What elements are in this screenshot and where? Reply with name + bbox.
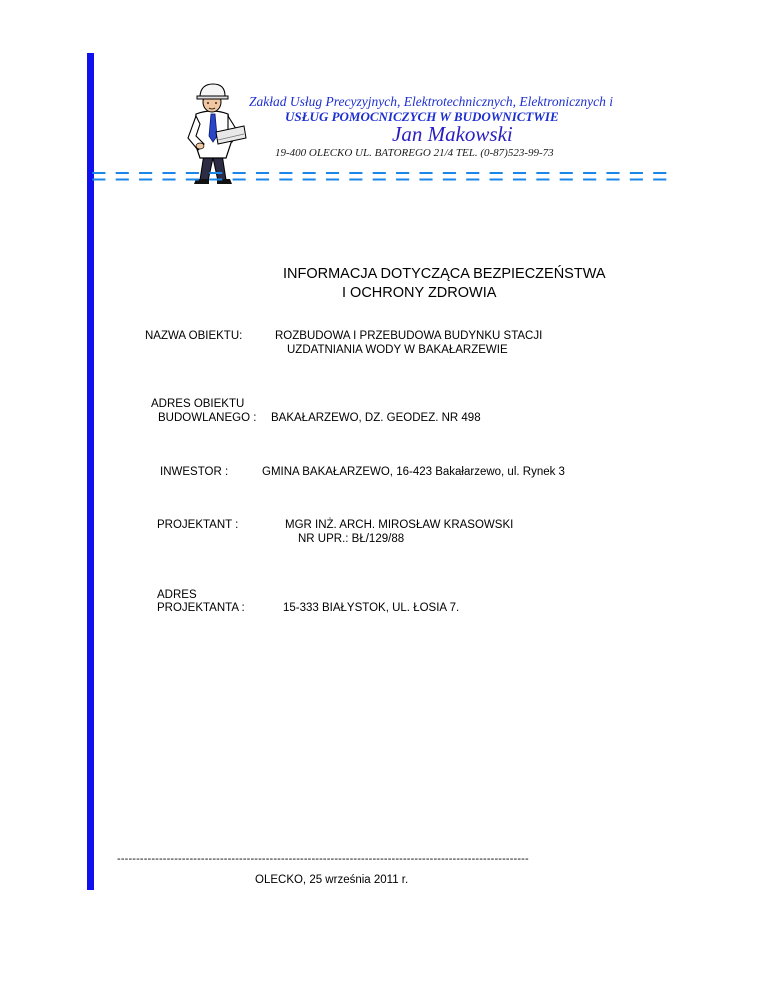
header-separator: ========================= xyxy=(91,161,676,191)
document-title-line1: INFORMACJA DOTYCZĄCA BEZPIECZEŃSTWA xyxy=(283,266,606,282)
investor-label: INWESTOR : xyxy=(160,466,229,478)
object-address-value: BAKAŁARZEWO, DZ. GEODEZ. NR 498 xyxy=(271,412,481,424)
object-name-value-line2: UZDATNIANIA WODY W BAKAŁARZEWIE xyxy=(287,344,508,356)
designer-address-label-line1: ADRES xyxy=(157,589,197,601)
footer-dash-line: ------------------------------------------------------------------------------------------------------------ xyxy=(117,853,529,865)
object-name-value-line1: ROZBUDOWA I PRZEBUDOWA BUDYNKU STACJI xyxy=(275,330,543,342)
company-name-line1: Zakład Usług Precyzyjnych, Elektrotechnicznych, Elektronicznych i xyxy=(249,94,613,109)
designer-address-value: 15-333 BIAŁYSTOK, UL. ŁOSIA 7. xyxy=(283,602,460,614)
object-address-label-line2: BUDOWLANEGO : xyxy=(158,412,257,424)
designer-address-label-line2: PROJEKTANTA : xyxy=(157,602,245,614)
designer-label: PROJEKTANT : xyxy=(157,519,239,531)
company-address: 19-400 OLECKO UL. BATOREGO 21/4 TEL. (0-87)523-99-73 xyxy=(275,147,554,159)
designer-value-line1: MGR INŻ. ARCH. MIROSŁAW KRASOWSKI xyxy=(285,519,514,531)
document-title-line2: I OCHRONY ZDROWIA xyxy=(342,285,497,301)
object-name-label: NAZWA OBIEKTU: xyxy=(145,330,243,342)
designer-value-line2: NR UPR.: BŁ/129/88 xyxy=(298,533,405,545)
investor-value: GMINA BAKAŁARZEWO, 16-423 Bakałarzewo, ul. Rynek 3 xyxy=(262,466,565,478)
footer-place-date: OLECKO, 25 września 2011 r. xyxy=(255,874,409,886)
object-address-label-line1: ADRES OBIEKTU xyxy=(151,398,245,410)
owner-name: Jan Makowski xyxy=(392,122,513,146)
company-name-line2: USŁUG POMOCNICZYCH W BUDOWNICTWIE xyxy=(285,109,559,124)
